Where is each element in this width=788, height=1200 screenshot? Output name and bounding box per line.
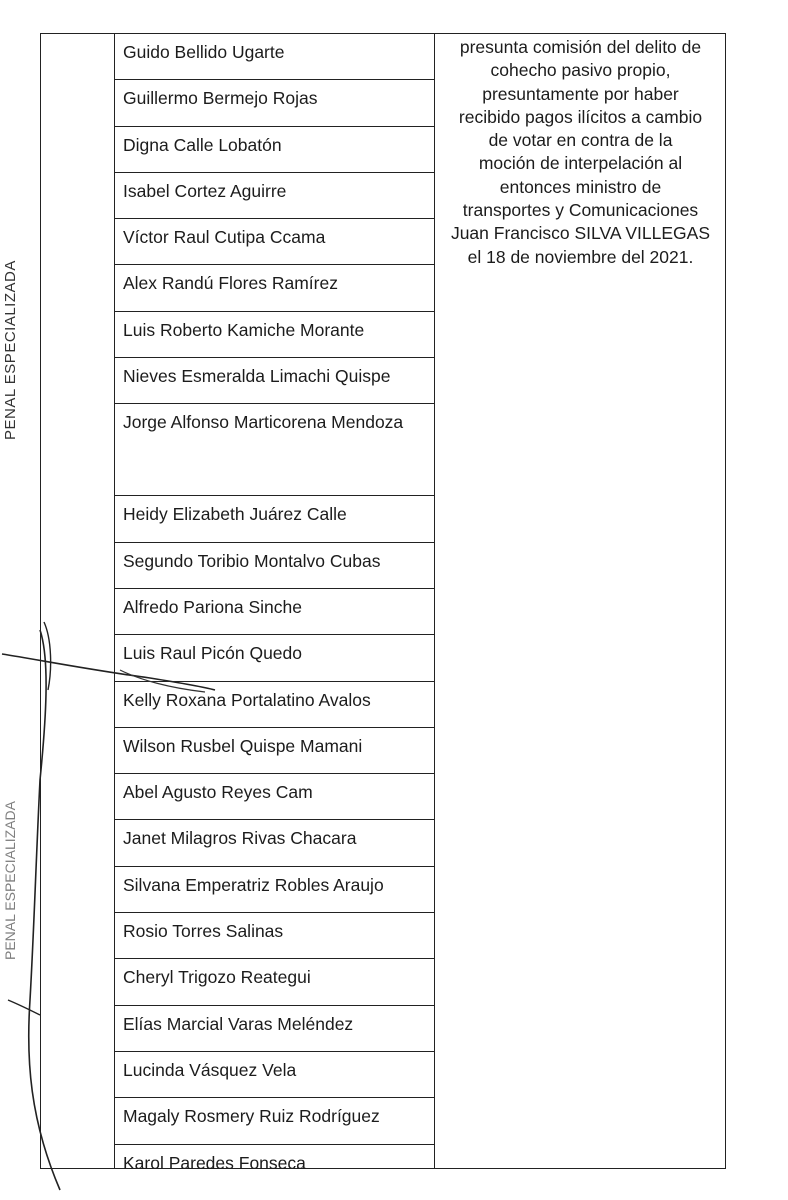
name-row: Guillermo Bermejo Rojas — [115, 80, 434, 126]
name-row: Luis Roberto Kamiche Morante — [115, 312, 434, 358]
name-row: Elías Marcial Varas Meléndez — [115, 1006, 434, 1052]
name-row: Jorge Alfonso Marticorena Mendoza — [115, 404, 434, 496]
name-row: Wilson Rusbel Quispe Mamani — [115, 728, 434, 774]
name-row: Karol Paredes Fonseca — [123, 1152, 306, 1173]
column-divider-right — [434, 34, 435, 1168]
name-row: Alex Randú Flores Ramírez — [115, 265, 434, 311]
name-row: Magaly Rosmery Ruiz Rodríguez — [115, 1098, 434, 1144]
name-row: Alfredo Pariona Sinche — [115, 589, 434, 635]
description-line: el 18 de noviembre del 2021. — [467, 246, 694, 267]
name-row: Segundo Toribio Montalvo Cubas — [115, 543, 434, 589]
names-column — [115, 34, 434, 1191]
description-line: cohecho pasivo propio, — [490, 60, 671, 81]
name-row: Guido Bellido Ugarte — [115, 34, 434, 80]
description-line: moción de interpelación al — [478, 153, 683, 174]
name-row: Luis Raul Picón Quedo — [115, 635, 434, 681]
name-row: Víctor Raul Cutipa Ccama — [115, 219, 434, 265]
name-row: Rosio Torres Salinas — [115, 913, 434, 959]
name-row: Cheryl Trigozo Reategui — [115, 959, 434, 1005]
name-row: Silvana Emperatriz Robles Araujo — [115, 867, 434, 913]
charge-description — [436, 36, 725, 269]
name-row: Kelly Roxana Portalatino Avalos — [115, 682, 434, 728]
name-row: Isabel Cortez Aguirre — [115, 173, 434, 219]
side-stamp-text: PENAL ESPECIALIZADA — [2, 260, 19, 440]
name-row: Abel Agusto Reyes Cam — [115, 774, 434, 820]
name-row: Nieves Esmeralda Limachi Quispe — [115, 358, 434, 404]
name-row: Heidy Elizabeth Juárez Calle — [115, 496, 434, 542]
name-row: Lucinda Vásquez Vela — [115, 1052, 434, 1098]
name-row: Janet Milagros Rivas Chacara — [115, 820, 434, 866]
side-stamp-text-lower: PENAL ESPECIALIZADA — [2, 801, 18, 960]
description-line: entonces ministro de — [499, 176, 662, 197]
name-row: Digna Calle Lobatón — [115, 127, 434, 173]
description-line: recibido pagos ilícitos a cambio — [458, 106, 703, 127]
description-line: presuntamente por haber — [482, 83, 679, 104]
description-line: presunta comisión del delito de — [459, 37, 702, 57]
description-line: transportes y Comunicaciones — [462, 200, 699, 221]
investigated-persons-table — [40, 33, 726, 1173]
description-line: de votar en contra de la — [488, 130, 673, 151]
description-line: Juan Francisco SILVA VILLEGAS — [450, 223, 711, 244]
